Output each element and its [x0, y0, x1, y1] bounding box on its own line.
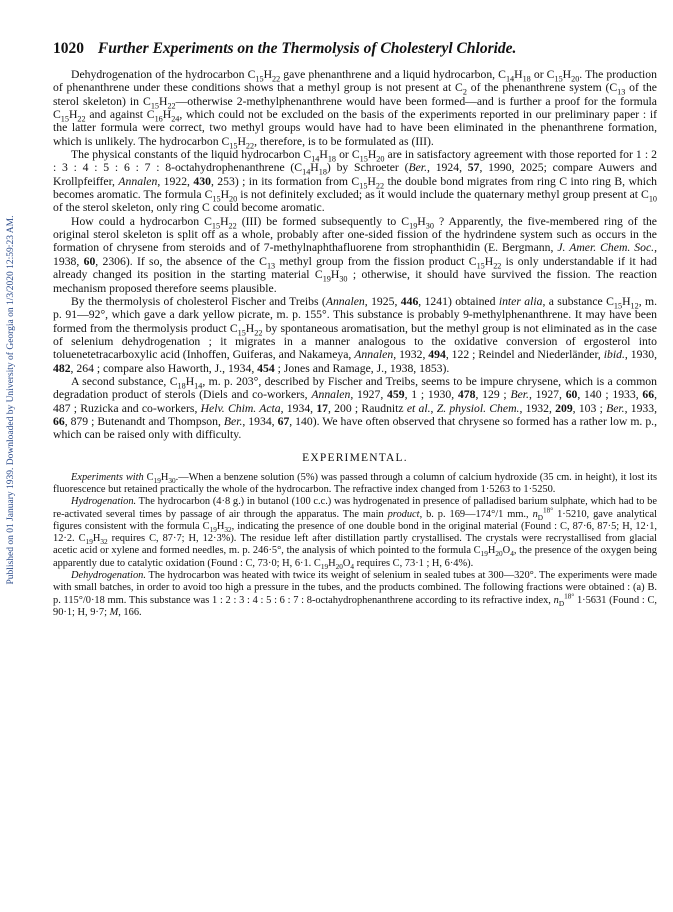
paragraph: By the thermolysis of cholesterol Fischer and Treibs (Annalen, 1925, 446, 1241) obtained inter alia, a substance $C_{15}H_{12}$, m. p. 91—92°, which gave a dark yellow picrate, m. p. 155°. This substance is probably 9-methylphenanthrene. It may have been formed from the thermolysis product $C_{15}H_{22}$ by spontaneous aromatisation, but the methyl group is not eliminated as in the case of selenium dehydrogenation ; it migrates in a manner analogous to the oxidative conversion of ergosterol into toluenetetracarboxylic acid (Inhoffen, Guiferas, and Nakameya, Annalen, 1932, 494, 122 ; Reindel and Niederländer, ibid., 1930, 482, 264 ; compare also Haworth, J., 1934, 454 ; Jones and Ramage, J., 1938, 1853).: [53, 294, 658, 375]
running-title: Further Experiments on the Thermolysis of Cholesteryl Chloride.: [97, 40, 517, 57]
paragraph: Experiments with $C_{19}H_{30}.—When$ a benzene solution (5%) was passed through a column of calcium hydroxide (35 cm. in height), it lost its fluorescence but retained practically the whole of the hydrocarbon. The refractive index changed from 1·5263 to 1·5250.: [53, 471, 657, 495]
paragraph: How could a hydrocarbon $C_{15}H_{22}$ (III) be formed subsequently to $C_{19}H_{30}$ ? Apparently, the five-membered ring of the original sterol skeleton is split off as a whole, probably after one-sided fission of the hydrindene system such as occurs in the formation of chrysene from steroids and of 7-methylnaphthafluorene from strophanthidin (E. Bergmann, J. Amer. Chem. Soc., 1938, 60, 2306). If so, the absence of the $C_{13}$ methyl group from the fission product $C_{15}H_{22}$ is only understandable if it had already changed its position in the starting material $C_{19}H_{30}$ ; otherwise, it should have survived the fission. The reaction mechanism proposed therefore seems plausible.: [53, 214, 658, 295]
paragraph: A second substance, $C_{18}H_{14}$, m. p. 203°, described by Fischer and Treibs, seems to be impure chrysene, which is a common degradation product of sterols (Diels and co-workers, Annalen, 1927, 459, 1 ; 1930, 478, 129 ; Ber., 1927, 60, 140 ; 1933, 66, 487 ; Ruzicka and co-workers, Helv. Chim. Acta, 1934, 17, 200 ; Raudnitz et al., Z. physiol. Chem., 1932, 209, 103 ; Ber., 1933, 66, 879 ; Butenandt and Thompson, Ber., 1934, 67, 140). We have often observed that chrysene so formed has a rather low m. p., which can be raised only with difficulty.: [53, 374, 658, 442]
paragraph: Hydrogenation. The hydrocarbon (4·8 g.) in butanol (100 c.c.) was hydrogenated in presence of palladised barium sulphate, which had to be re-activated several times by passage of air through the apparatus. The main product, b. p. 169—174°/1 mm., $n_D^{18^\circ}$ 1·5210, gave analytical figures consistent with the formula $C_{19}H_{32}$, indicating the presence of one double bond in the original material (Found : C, 87·6, 87·5; H, 12·1, 12·2. $C_{19}H_{32}$ requires C, 87·7; H, 12·3%). The residue left after distillation partly crystallised. The crystals were recrystallised from glacial acetic acid or xylene and formed needles, m. p. 246·5°, the analysis of which pointed to the formula $C_{19}H_{20}O_4$, the presence of the oxygen being apparently due to catalytic oxidation (Found : C, 73·0; H, 6·1. $C_{19}H_{20}O_4$ requires C, 73·1 ; H, 6·4%).: [53, 496, 658, 571]
paragraph: The physical constants of the liquid hydrocarbon $C_{14}H_{18}$ or $C_{15}H_{20}$ are in satisfactory agreement with those reported for 1 : 2 : 3 : 4 : 5 : 6 : 7 : 8-octahydrophenanthrene $(C_{14}H_{18})$ by Schroeter (Ber., 1924, 57, 1990, 2025; compare Auwers and Krollpfeiffer, Annalen, 1922, 430, 253) ; in its formation from $C_{15}H_{22}$ the double bond migrates from ring C into ring B, which becomes aromatic. The formula $C_{15}H_{20}$ is not definitely excluded; as it would include the quaternary methyl group present at $C_{10}$ of the sterol skeleton, only ring C could become aromatic.: [53, 148, 658, 215]
page: [53, 40, 657, 619]
download-note-text: Published on 01 January 1939. Downloaded by University of Georgia on 1/3/2020 12:59:23 AM.: [6, 215, 16, 585]
page-number: 1020: [53, 40, 84, 57]
paragraph: Dehydrogenation. The hydrocarbon was heated with twice its weight of selenium in sealed tubes at 300—320°. The experiments were made with small batches, in order to avoid too high a pressure in the tubes, and the products combined. The following fractions were obtained : (a) B. p. 115°/0·18 mm. This substance was 1 : 2 : 3 : 4 : 5 : 6 : 7 : 8-octahydrophenanthrene according to its refractive index, $n_D^{18^\circ}$ 1·5631 (Found : C, 90·1; H, 9·7; M, 166.: [53, 570, 658, 618]
running-header: [53, 40, 657, 58]
section-heading: EXPERIMENTAL.: [302, 451, 408, 464]
experimental-text: [53, 472, 657, 620]
download-note: [4, 120, 18, 680]
paragraph: Dehydrogenation of the hydrocarbon $C_{15}H_{22}$ gave phenanthrene and a liquid hydrocarbon, $C_{14}H_{18}$ or $C_{15}H_{20}$. The production of phenanthrene under these conditions shows that a methyl group is not present at $C_2$ of the phenanthrene system ($C_{13}$ of the sterol skeleton) in $C_{15}H_{22}—otherwise$ 2-methylphenanthrene would have been formed—and is further a proof for the formula $C_{15}H_{22}$ and against $C_{16}H_{24}$, which could not be excluded on the basis of the experiments reported in our preliminary paper : if the latter formula were correct, two methyl groups would have had to have been eliminated in the phenanthrene formation, which is unlikely. The hydrocarbon $C_{15}H_{22}$, therefore, is to be formulated as (III).: [53, 68, 658, 151]
body-text: [53, 68, 657, 442]
